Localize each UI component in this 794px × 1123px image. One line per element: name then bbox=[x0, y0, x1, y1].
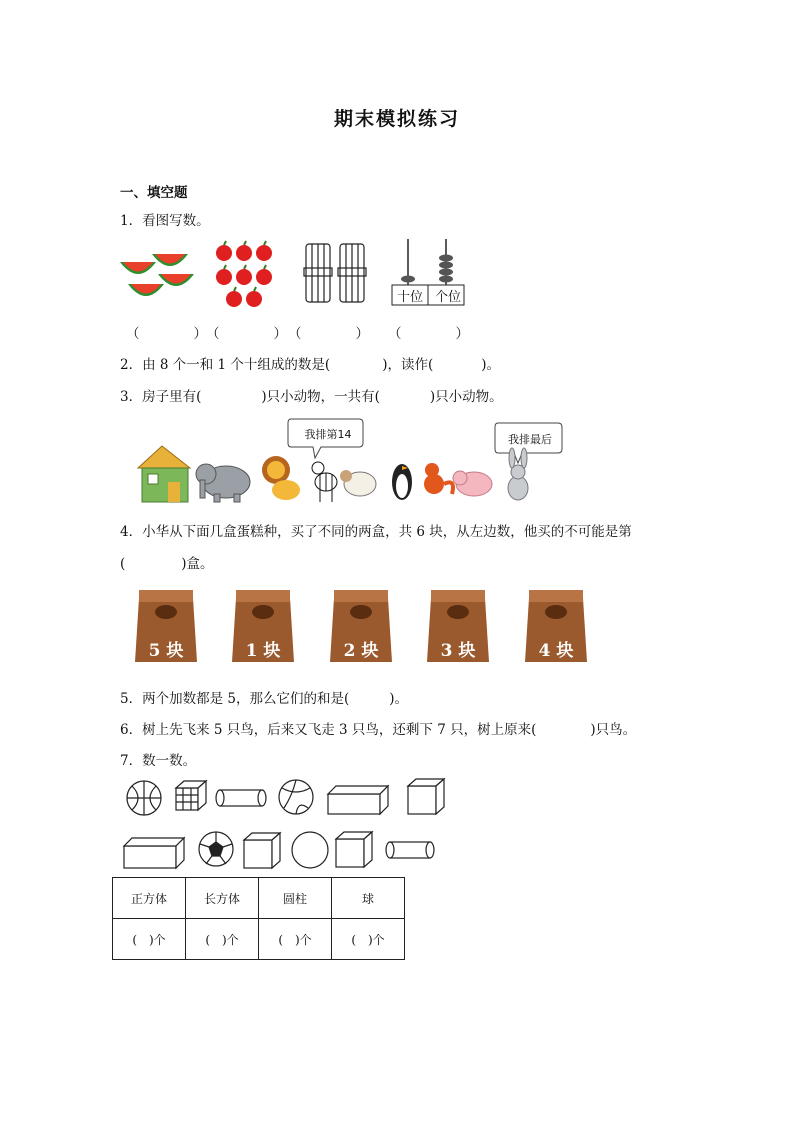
stick-bundles-picture bbox=[302, 242, 372, 306]
animals-row-picture bbox=[134, 442, 544, 508]
bubble-right-text: 我排最后 bbox=[508, 433, 552, 446]
cube-icon bbox=[408, 779, 444, 814]
header-sphere: 球 bbox=[332, 878, 405, 919]
basketball-icon bbox=[127, 781, 161, 815]
question-4: 4．小华从下面几盒蛋糕种，买了不同的两盒，共 6 块，从左边数，他买的不可能是第 bbox=[120, 524, 632, 540]
zebra-icon bbox=[312, 462, 337, 502]
header-cylinder: 圆柱 bbox=[259, 878, 332, 919]
question-6-text-a: 6．树上先飞来 5 只鸟，后来又飞走 3 只鸟，还剩下 7 只，树上原来( bbox=[120, 722, 537, 738]
stick-bundle-icon bbox=[304, 244, 332, 302]
ones-place-label: 个位 bbox=[434, 290, 461, 305]
fox-icon bbox=[424, 463, 453, 494]
cylinder-icon bbox=[216, 790, 266, 806]
bag-label: 3 块 bbox=[440, 641, 476, 661]
answer-blank[interactable]: （ ） bbox=[126, 326, 207, 342]
bubble-left-text: 我排第14 bbox=[304, 428, 352, 441]
volleyball-icon bbox=[279, 780, 313, 814]
question-5-text-a: 5．两个加数都是 5，那么它们的和是( bbox=[120, 691, 350, 707]
answer-blank[interactable]: （ ） bbox=[206, 326, 287, 342]
cake-bag-2 bbox=[230, 588, 296, 670]
bag-label: 1 块 bbox=[245, 641, 281, 661]
question-3-text-b: )只小动物，一共有( bbox=[261, 389, 380, 405]
header-cube: 正方体 bbox=[113, 878, 186, 919]
question-3-text-c: )只小动物。 bbox=[429, 389, 503, 405]
elephant-icon bbox=[196, 464, 250, 502]
question-4-text-a: ( bbox=[120, 556, 126, 572]
rabbit-icon bbox=[508, 448, 528, 500]
lion-icon bbox=[262, 456, 300, 500]
bag-label: 4 块 bbox=[538, 641, 574, 661]
question-2-text-b: )，读作( bbox=[382, 357, 434, 373]
question-5-text-b: )。 bbox=[389, 691, 409, 707]
apples-picture bbox=[214, 241, 280, 311]
question-5 bbox=[120, 687, 408, 707]
question-2 bbox=[120, 353, 500, 373]
cake-bag-3 bbox=[328, 588, 394, 670]
cuboid-icon bbox=[124, 838, 184, 868]
answer-blank[interactable]: （ ） bbox=[388, 326, 469, 342]
question-4-line-2 bbox=[120, 552, 214, 572]
question-3 bbox=[120, 385, 503, 405]
question-2-text-a: 2．由 8 个一和 1 个十组成的数是( bbox=[120, 357, 331, 373]
tens-place-label: 十位 bbox=[396, 290, 423, 305]
question-6-text-b: )只鸟。 bbox=[590, 722, 637, 738]
header-cuboid: 长方体 bbox=[186, 878, 259, 919]
answer-blank[interactable]: （ ） bbox=[288, 326, 369, 342]
solid-shapes-picture bbox=[122, 776, 462, 876]
count-cell[interactable]: ( )个 bbox=[259, 919, 332, 960]
rubiks-cube-icon bbox=[176, 781, 206, 810]
question-4-text-b: )盒。 bbox=[181, 556, 214, 572]
soccer-ball-icon bbox=[199, 832, 233, 866]
pig-icon bbox=[453, 471, 492, 496]
question-7: 7．数一数。 bbox=[120, 753, 197, 769]
watermelon-slice-icon bbox=[120, 262, 156, 274]
cuboid-icon bbox=[328, 786, 388, 814]
count-table bbox=[112, 877, 405, 960]
bag-label: 5 块 bbox=[148, 641, 184, 661]
question-2-text-c: )。 bbox=[481, 357, 501, 373]
cylinder-icon bbox=[386, 842, 434, 858]
watermelon-picture bbox=[118, 240, 198, 300]
sheep-icon bbox=[340, 470, 376, 496]
cube-icon bbox=[244, 833, 280, 868]
bag-label: 2 块 bbox=[343, 641, 379, 661]
house-icon bbox=[138, 446, 190, 502]
question-1: 1．看图写数。 bbox=[120, 213, 210, 229]
count-cell[interactable]: ( )个 bbox=[186, 919, 259, 960]
count-cell[interactable]: ( )个 bbox=[332, 919, 405, 960]
question-6 bbox=[120, 718, 636, 738]
cake-bag-1 bbox=[133, 588, 199, 670]
sphere-icon bbox=[292, 832, 328, 868]
page-title: 期末模拟练习 bbox=[333, 108, 460, 130]
count-cell[interactable]: ( )个 bbox=[113, 919, 186, 960]
penguin-icon bbox=[392, 464, 412, 500]
cake-bag-5 bbox=[523, 588, 589, 670]
question-3-text-a: 3．房子里有( bbox=[120, 389, 202, 405]
cube-icon bbox=[336, 832, 372, 867]
section-heading: 一、填空题 bbox=[120, 185, 188, 201]
cake-bag-4 bbox=[425, 588, 491, 670]
